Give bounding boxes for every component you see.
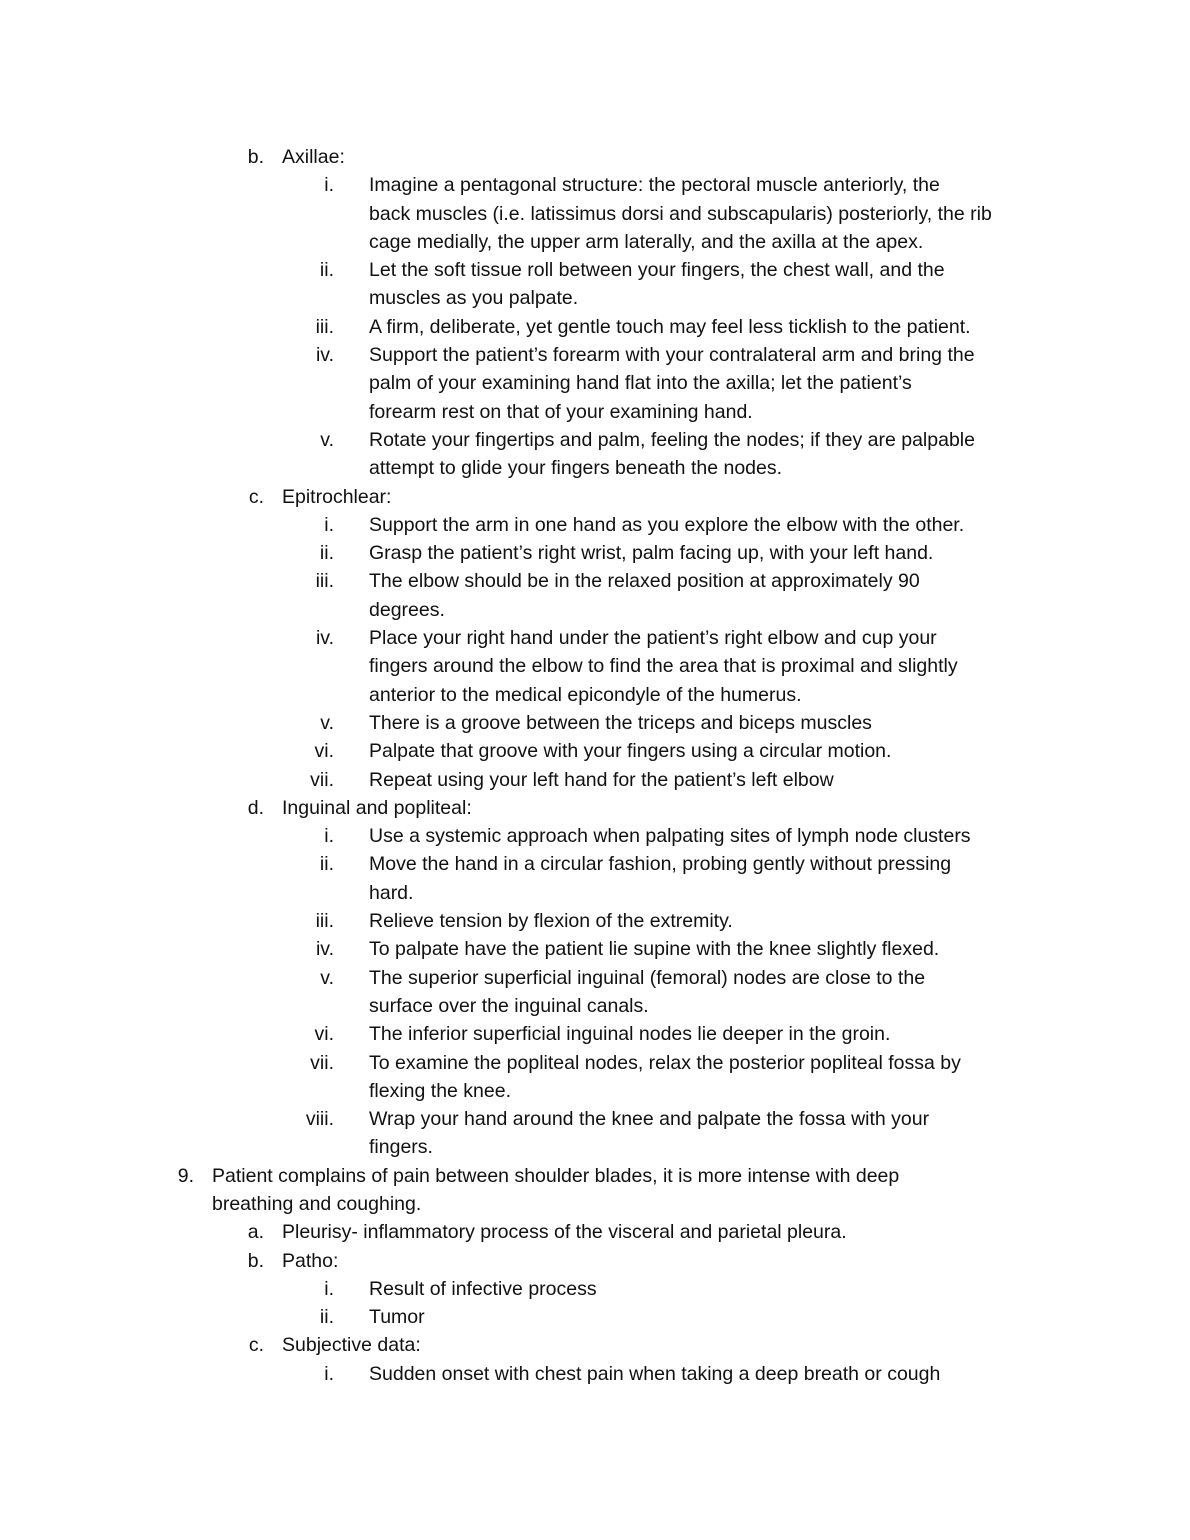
list-item-text: To examine the popliteal nodes, relax the posterior popliteal fossa by	[369, 1051, 961, 1074]
list-item-text: anterior to the medical epicondyle of the humerus.	[369, 683, 802, 706]
list-marker: viii.	[305, 1108, 334, 1131]
list-marker: 9.	[177, 1164, 194, 1187]
list-item-continuation	[0, 652, 1190, 680]
list-marker: i.	[324, 1277, 334, 1300]
list-item	[0, 907, 1190, 935]
list-item	[0, 1105, 1190, 1133]
list-marker: iii.	[315, 910, 334, 933]
list-item-continuation	[0, 1077, 1190, 1105]
list-marker: b.	[247, 146, 264, 168]
list-item-continuation	[0, 200, 1190, 228]
list-marker: ii.	[319, 542, 334, 565]
list-marker: iii.	[315, 570, 334, 593]
list-marker: iv.	[315, 344, 334, 367]
list-item-continuation	[0, 1133, 1190, 1161]
list-item-continuation	[0, 454, 1190, 482]
list-marker: b.	[247, 1249, 264, 1272]
list-item-continuation	[0, 992, 1190, 1020]
list-item-text: muscles as you palpate.	[369, 287, 579, 310]
list-item-text: Inguinal and popliteal:	[282, 796, 472, 819]
list-item	[0, 256, 1190, 284]
list-item	[0, 483, 1190, 511]
list-item-text: surface over the inguinal canals.	[369, 994, 649, 1017]
list-item	[0, 935, 1190, 963]
list-marker: vi.	[314, 1023, 334, 1046]
list-item-text: Move the hand in a circular fashion, probing gently without pressing	[369, 853, 952, 876]
list-item	[0, 822, 1190, 850]
list-item-text: The inferior superficial inguinal nodes lie deeper in the groin.	[369, 1023, 891, 1046]
list-marker: c.	[248, 1334, 264, 1357]
list-item-text: fingers around the elbow to find the area that is proximal and slightly	[369, 655, 958, 678]
list-item-text: Repeat using your left hand for the patient’s left elbow	[369, 768, 834, 791]
list-item	[0, 341, 1190, 369]
list-item-text: Relieve tension by flexion of the extremity.	[369, 910, 733, 933]
list-item	[0, 1331, 1190, 1359]
list-item	[0, 1049, 1190, 1077]
list-item-text: Subjective data:	[282, 1334, 421, 1357]
list-item-continuation	[0, 398, 1190, 426]
list-item-continuation	[0, 228, 1190, 256]
list-item-text: Support the patient’s forearm with your contralateral arm and bring the	[369, 344, 975, 367]
list-marker: iv.	[315, 938, 334, 961]
list-item	[0, 313, 1190, 341]
list-item-text: Patho:	[282, 1249, 339, 1272]
list-item	[0, 766, 1190, 794]
list-item-text: Grasp the patient’s right wrist, palm facing up, with your left hand.	[369, 542, 934, 565]
list-item-text: Imagine a pentagonal structure: the pectoral muscle anteriorly, the	[369, 174, 940, 197]
list-item-continuation	[0, 879, 1190, 907]
list-item-text: attempt to glide your fingers beneath the nodes.	[369, 457, 783, 480]
list-item-text: The elbow should be in the relaxed position at approximately 90	[369, 570, 920, 593]
list-item	[0, 964, 1190, 992]
list-marker: v.	[320, 428, 334, 451]
list-item-text: Pleurisy- inflammatory process of the visceral and parietal pleura.	[282, 1221, 847, 1244]
document-page	[0, 143, 1190, 1388]
list-item-text: palm of your examining hand flat into the axilla; let the patient’s	[369, 372, 912, 395]
list-item-text: Use a systemic approach when palpating sites of lymph node clusters	[369, 825, 971, 848]
list-item-text: There is a groove between the triceps and biceps muscles	[369, 711, 872, 734]
list-marker: ii.	[319, 259, 334, 282]
list-marker: ii.	[319, 1306, 334, 1329]
list-marker: v.	[320, 711, 334, 734]
list-item-text: hard.	[369, 881, 414, 904]
list-marker: i.	[324, 513, 334, 536]
list-item-text: Support the arm in one hand as you explore the elbow with the other.	[369, 513, 965, 536]
list-item	[0, 1218, 1190, 1246]
list-marker: ii.	[319, 853, 334, 876]
list-item	[0, 426, 1190, 454]
list-item	[0, 143, 1190, 171]
list-item	[0, 1303, 1190, 1331]
list-item-continuation	[0, 1190, 1190, 1218]
list-item-text: breathing and coughing.	[212, 1192, 422, 1215]
list-marker: i.	[324, 1362, 334, 1385]
list-item-text: To palpate have the patient lie supine with the knee slightly flexed.	[369, 938, 940, 961]
list-item	[0, 1020, 1190, 1048]
list-item-continuation	[0, 596, 1190, 624]
list-item-continuation	[0, 369, 1190, 397]
list-item	[0, 567, 1190, 595]
list-marker: iv.	[315, 627, 334, 650]
list-item-text: Rotate your fingertips and palm, feeling the nodes; if they are palpable	[369, 428, 975, 451]
list-item-continuation	[0, 284, 1190, 312]
list-marker: c.	[248, 485, 264, 508]
list-marker: i.	[324, 825, 334, 848]
list-item-text: Patient complains of pain between shoulder blades, it is more intense with deep	[212, 1164, 900, 1187]
list-item	[0, 709, 1190, 737]
list-item-text: cage medially, the upper arm laterally, and the axilla at the apex.	[369, 230, 924, 253]
list-item-text: forearm rest on that of your examining hand.	[369, 400, 753, 423]
list-item-text: Sudden onset with chest pain when taking a deep breath or cough	[369, 1362, 941, 1385]
list-item	[0, 1275, 1190, 1303]
list-item	[0, 737, 1190, 765]
list-item-text: back muscles (i.e. latissimus dorsi and subscapularis) posteriorly, the rib	[369, 202, 992, 225]
list-marker: i.	[324, 174, 334, 197]
list-item-text: Palpate that groove with your fingers using a circular motion.	[369, 740, 892, 763]
list-item-text: Result of infective process	[369, 1277, 597, 1300]
list-item	[0, 794, 1190, 822]
list-marker: a.	[247, 1221, 264, 1244]
list-item-continuation	[0, 681, 1190, 709]
list-item-text: Wrap your hand around the knee and palpate the fossa with your	[369, 1108, 930, 1131]
list-item-text: Place your right hand under the patient’s right elbow and cup your	[369, 627, 937, 650]
list-marker: v.	[320, 966, 334, 989]
list-item-text: A firm, deliberate, yet gentle touch may feel less ticklish to the patient.	[369, 315, 971, 338]
list-item	[0, 1360, 1190, 1388]
list-item	[0, 1247, 1190, 1275]
list-item-text: Axillae:	[282, 146, 345, 168]
list-item	[0, 850, 1190, 878]
list-item	[0, 1162, 1190, 1190]
list-item-text: flexing the knee.	[369, 1079, 512, 1102]
list-item	[0, 624, 1190, 652]
list-item-text: degrees.	[369, 598, 445, 621]
list-item-text: The superior superficial inguinal (femoral) nodes are close to the	[369, 966, 926, 989]
list-marker: vii.	[310, 768, 334, 791]
list-item-text: Epitrochlear:	[282, 485, 392, 508]
list-marker: vi.	[314, 740, 334, 763]
list-marker: d.	[247, 796, 264, 819]
list-item-text: fingers.	[369, 1136, 433, 1159]
list-item	[0, 539, 1190, 567]
list-item	[0, 511, 1190, 539]
list-marker: iii.	[315, 315, 334, 338]
list-item-text: Tumor	[369, 1306, 425, 1329]
list-item	[0, 171, 1190, 199]
list-marker: vii.	[310, 1051, 334, 1074]
list-item-text: Let the soft tissue roll between your fingers, the chest wall, and the	[369, 259, 945, 282]
